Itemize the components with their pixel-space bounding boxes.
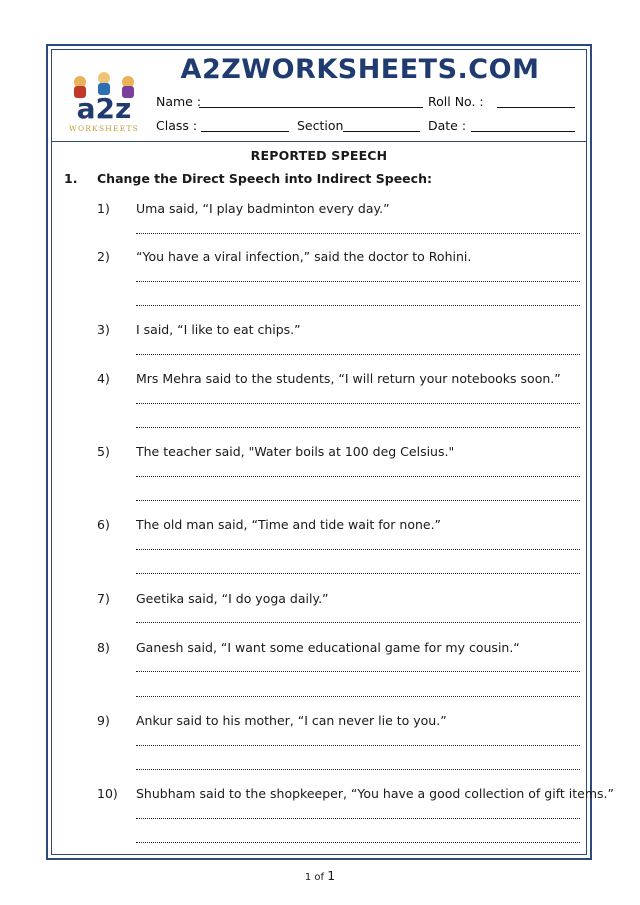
page-total: 1 [327, 868, 336, 883]
question-number: 1. [64, 171, 78, 186]
answer-line[interactable] [136, 745, 580, 746]
section-label: Section [297, 118, 344, 133]
answer-line[interactable] [136, 281, 580, 282]
page-of: of [314, 872, 325, 883]
item-number: 4) [97, 371, 110, 386]
page-current: 1 [304, 872, 312, 883]
item-sentence: Shubham said to the shopkeeper, “You have a good collection of gift items.” [136, 786, 614, 801]
date-field[interactable] [471, 131, 575, 132]
svg-text:WORKSHEETS: WORKSHEETS [69, 124, 139, 133]
item-number: 3) [97, 322, 110, 337]
answer-line[interactable] [136, 769, 580, 770]
item-number: 1) [97, 201, 110, 216]
class-field[interactable] [201, 131, 289, 132]
answer-line[interactable] [136, 476, 580, 477]
class-label: Class : [156, 118, 198, 133]
item-number: 10) [97, 786, 118, 801]
item-sentence: Ankur said to his mother, “I can never lie to you.” [136, 713, 447, 728]
answer-line[interactable] [136, 842, 580, 843]
answer-line[interactable] [136, 427, 580, 428]
answer-line[interactable] [136, 671, 580, 672]
item-number: 6) [97, 517, 110, 532]
answer-line[interactable] [136, 354, 580, 355]
item-number: 7) [97, 591, 110, 606]
header-divider [51, 141, 587, 142]
page-footer [0, 868, 640, 883]
answer-line[interactable] [136, 696, 580, 697]
answer-line[interactable] [136, 549, 580, 550]
item-sentence: “You have a viral infection,” said the doctor to Rohini. [136, 249, 472, 264]
item-sentence: The teacher said, "Water boils at 100 deg Celsius." [136, 444, 455, 459]
answer-line[interactable] [136, 622, 580, 623]
name-field[interactable] [199, 107, 423, 108]
roll-no-field[interactable] [497, 107, 575, 108]
date-label: Date : [428, 118, 467, 133]
item-sentence: Mrs Mehra said to the students, “I will return your notebooks soon.” [136, 371, 561, 386]
answer-line[interactable] [136, 573, 580, 574]
item-sentence: I said, “I like to eat chips.” [136, 322, 301, 337]
answer-line[interactable] [136, 500, 580, 501]
answer-line[interactable] [136, 305, 580, 306]
name-label: Name : [156, 94, 202, 109]
item-sentence: Uma said, “I play badminton every day.” [136, 201, 390, 216]
item-number: 5) [97, 444, 110, 459]
roll-no-label: Roll No. : [428, 94, 484, 109]
answer-line[interactable] [136, 403, 580, 404]
item-number: 2) [97, 249, 110, 264]
question-instruction: Change the Direct Speech into Indirect Speech: [97, 171, 432, 186]
logo-lettering: a2z [76, 92, 132, 125]
item-sentence: Geetika said, “I do yoga daily.” [136, 591, 329, 606]
item-number: 8) [97, 640, 110, 655]
answer-line[interactable] [136, 233, 580, 234]
item-sentence: Ganesh said, “I want some educational game for my cousin.“ [136, 640, 520, 655]
site-brand-title: A2ZWORKSHEETS.COM [180, 54, 540, 85]
item-number: 9) [97, 713, 110, 728]
item-sentence: The old man said, “Time and tide wait for none.” [136, 517, 442, 532]
answer-line[interactable] [136, 818, 580, 819]
site-logo [58, 68, 150, 134]
worksheet-title: REPORTED SPEECH [250, 148, 388, 163]
section-field[interactable] [343, 131, 420, 132]
